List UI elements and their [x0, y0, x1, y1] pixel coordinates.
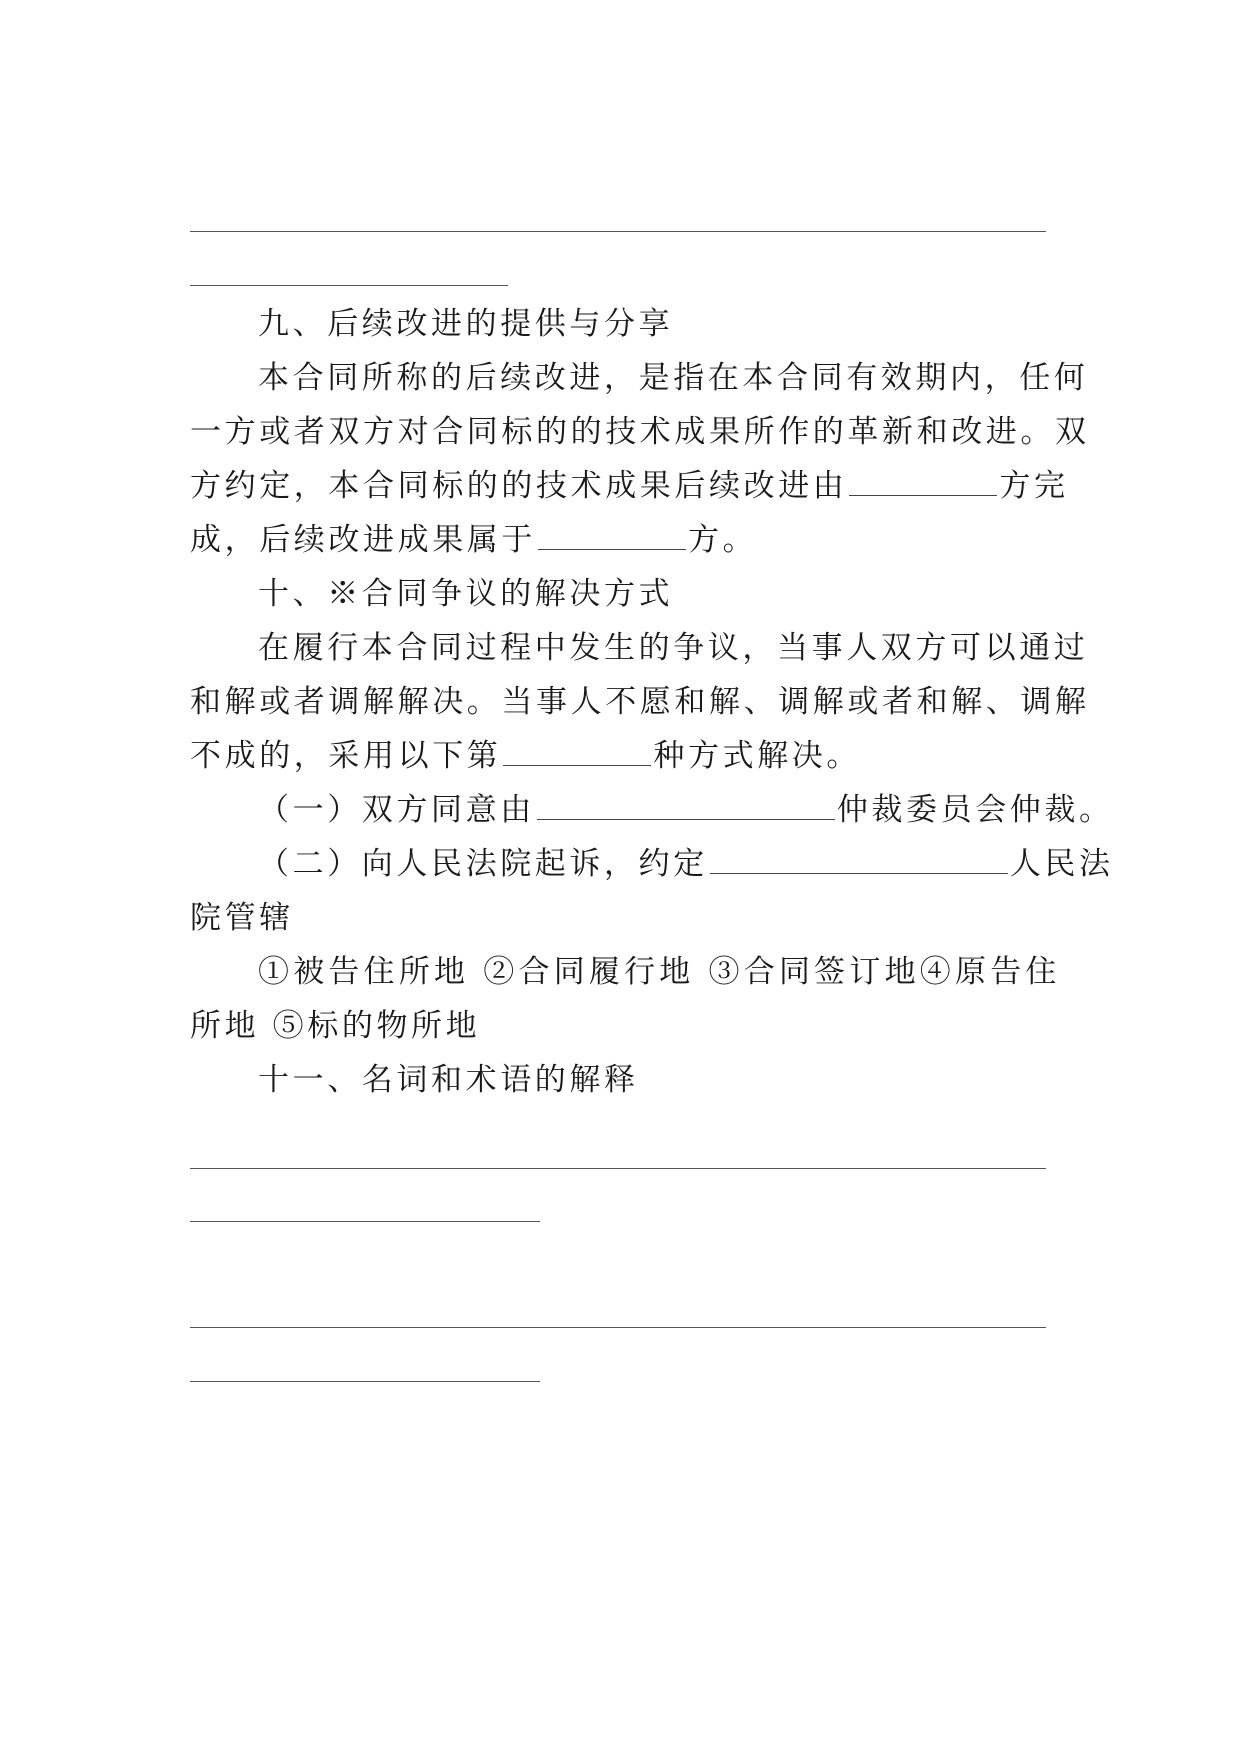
option-text-segment: （一）双方同意由: [258, 792, 535, 828]
blank-owning-party[interactable]: [538, 521, 686, 550]
fill-line: [190, 1221, 540, 1222]
fill-line: [190, 1168, 1046, 1169]
section-10-text-segment: 种方式解决。: [653, 738, 862, 774]
option-text-segment: 人民法: [1009, 846, 1114, 882]
option-2-litigation: [258, 844, 1114, 884]
section-9-text-segment: 方。: [688, 522, 758, 558]
section-9-text-segment: 成，后续改进成果属于: [190, 522, 536, 558]
fill-line: [190, 231, 1046, 232]
fill-line: [190, 285, 508, 286]
section-10-text-segment: 不成的，采用以下第: [190, 738, 502, 774]
section-9-text-line-4: [190, 520, 1060, 560]
option-text-segment: （二）向人民法院起诉，约定: [258, 846, 708, 882]
section-10-text-line-2: 和解或者调解解决。当事人不愿和解、调解或者和解、调解: [190, 684, 1090, 720]
section-10-text-line-1: 在履行本合同过程中发生的争议，当事人双方可以通过: [258, 630, 1089, 666]
section-9-text-segment: 方完: [999, 468, 1069, 504]
section-9-title: 九、后续改进的提供与分享: [258, 306, 674, 342]
blank-arbitration-committee[interactable]: [537, 791, 835, 820]
option-2-litigation-cont: 院管辖: [190, 900, 294, 936]
section-9-text-line-3: [190, 466, 1069, 506]
section-10-text-line-3: [190, 736, 1060, 776]
section-9-text-line-2: 一方或者双方对合同标的的技术成果所作的革新和改进。双: [190, 414, 1090, 450]
jurisdiction-places-line-2: 所地 ⑤标的物所地: [190, 1008, 481, 1044]
jurisdiction-places-line-1: ①被告住所地 ②合同履行地 ③合同签订地④原告住: [258, 954, 1060, 990]
blank-completing-party[interactable]: [849, 467, 997, 496]
section-10-title: 十、※合同争议的解决方式: [258, 576, 674, 612]
option-1-arbitration: [258, 790, 1114, 830]
blank-resolution-method[interactable]: [503, 737, 651, 766]
fill-line: [190, 1381, 540, 1382]
section-9-text-segment: 方约定，本合同标的的技术成果后续改进由: [190, 468, 848, 504]
section-9-text-line-1: 本合同所称的后续改进，是指在本合同有效期内，任何: [258, 360, 1089, 396]
section-11-title: 十一、名词和术语的解释: [258, 1062, 639, 1098]
blank-court[interactable]: [710, 845, 1008, 874]
fill-line: [190, 1327, 1046, 1328]
option-text-segment: 仲裁委员会仲裁。: [836, 792, 1114, 828]
